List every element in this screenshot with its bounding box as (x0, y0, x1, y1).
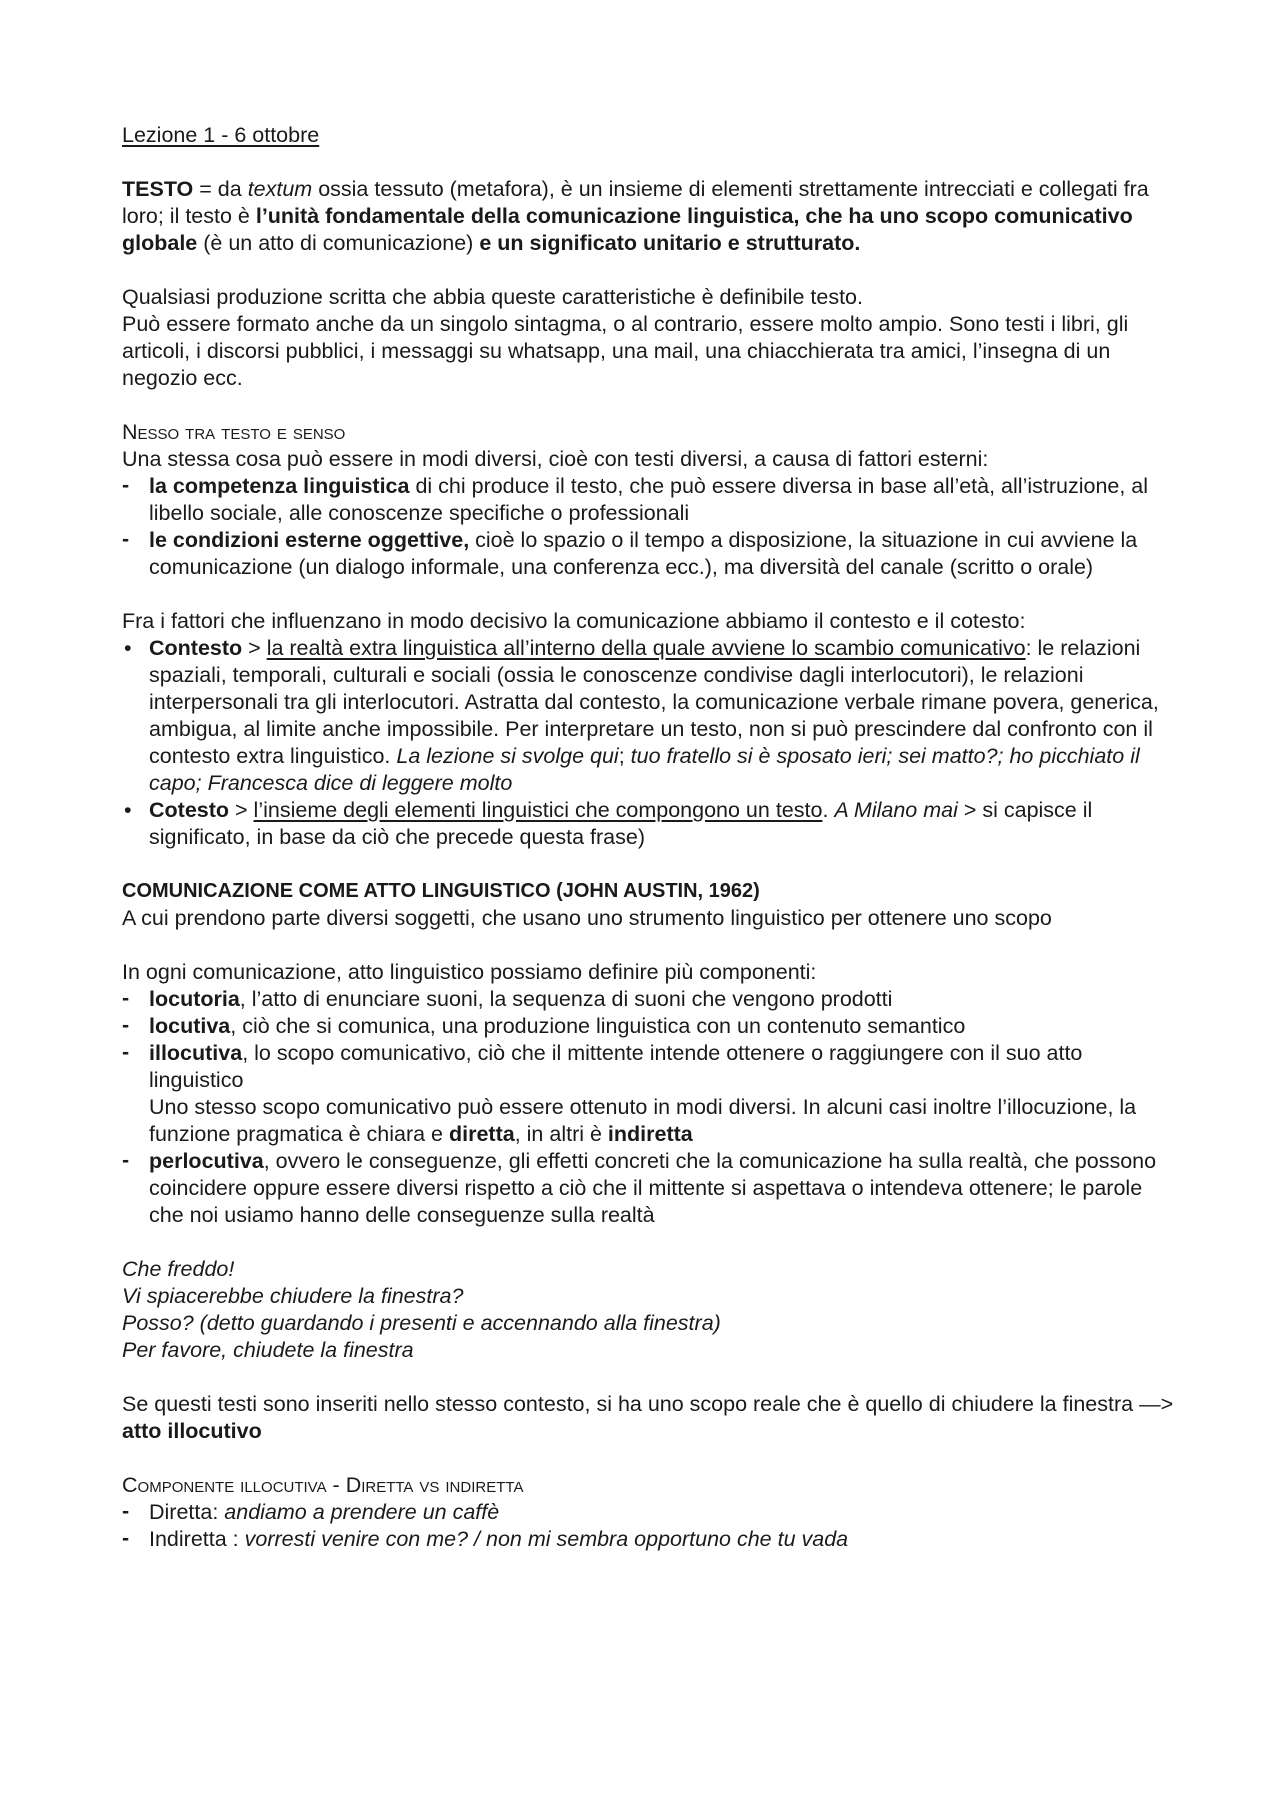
nesso-intro: Una stessa cosa può essere in modi diversi, cioè con testi diversi, a causa di fattori esterni: (122, 447, 989, 471)
fattori-intro: Fra i fattori che influenzano in modo decisivo la comunicazione abbiamo il contesto e il cotesto: (122, 609, 1026, 633)
example-line: Vi spiacerebbe chiudere la finestra? (122, 1284, 464, 1308)
definition-testo: TESTO = da textum ossia tessuto (metafora), è un insieme di elementi strettamente intrecciati e collegati fra loro; il testo è l’unità fondamentale della comunicazione linguistica, che ha uno scopo comunicativo globale (è un atto di comunicazione) e un significato unitario e strutturato. (122, 177, 1149, 255)
list-item-locutoria: - locutoria, l’atto di enunciare suoni, la sequenza di suoni che vengono prodotti (122, 986, 1180, 1013)
componenti-list (122, 986, 1180, 1229)
section-heading-austin: COMUNICAZIONE COME ATTO LINGUISTICO (JOHN AUSTIN, 1962) (122, 880, 760, 902)
list-item-diretta: - Diretta: andiamo a prendere un caffè (122, 1499, 1180, 1526)
paragraph-qualsiasi-2: Può essere formato anche da un singolo sintagma, o al contrario, essere molto ampio. Sono testi i libri, gli articoli, i discorsi pubblici, i messaggi su whatsapp, una mail, una chiacchierata tra amici, l’insegna di un negozio ecc. (122, 312, 1129, 390)
lesson-title: Lezione 1 - 6 ottobre (122, 123, 320, 147)
list-item: - la competenza linguistica di chi produce il testo, che può essere diversa in base all’età, all’istruzione, al libello sociale, alle conoscenze specifiche o professionali (122, 473, 1180, 527)
list-item-indiretta: - Indiretta : vorresti venire con me? / non mi sembra opportuno che tu vada (122, 1526, 1180, 1553)
example-line: Che freddo! (122, 1257, 235, 1281)
example-line: Posso? (detto guardando i presenti e accennando alla finestra) (122, 1311, 721, 1335)
term-testo: TESTO (122, 177, 194, 201)
paragraph-qualsiasi-1: Qualsiasi produzione scritta che abbia queste caratteristiche è definibile testo. (122, 285, 863, 309)
list-item-perlocutiva: - perlocutiva, ovvero le conseguenze, gli effetti concreti che la comunicazione ha sulla realtà, che possono coincidere oppure essere diversi rispetto a ciò che il mittente si aspettava o intendeva ottenere; le parole che noi usiamo hanno delle conseguenze sulla realtà (122, 1148, 1180, 1229)
componenti-intro: In ogni comunicazione, atto linguistico possiamo definire più componenti: (122, 960, 817, 984)
componente-illocutiva-list (122, 1499, 1180, 1553)
list-item: - le condizioni esterne oggettive, cioè lo spazio o il tempo a disposizione, la situazione in cui avviene la comunicazione (un dialogo informale, una conferenza ecc.), ma diversità del canale (scritto o orale) (122, 527, 1180, 581)
fattori-list (122, 635, 1180, 851)
list-item-contesto: • Contesto > la realtà extra linguistica all’interno della quale avviene lo scambio comunicativo: le relazioni spaziali, temporali, culturali e sociali (ossia le conoscenze condivise dagli interlocutori), le relazioni interpersonali tra gli interlocutori. Astratta dal contesto, la comunicazione verbale rimane povera, generica, ambigua, al limite anche impossibile. Per interpretare un testo, non si può prescindere dal confronto con il contesto extra linguistico. La lezione si svolge qui; tuo fratello si è sposato ieri; sei matto?; ho picchiato il capo; Francesca dice di leggere molto (122, 635, 1180, 797)
section-heading-nesso: Nesso tra testo e senso (122, 420, 346, 444)
austin-intro: A cui prendono parte diversi soggetti, che usano uno strumento linguistico per ottenere uno scopo (122, 906, 1052, 930)
list-item-locutiva: - locutiva, ciò che si comunica, una produzione linguistica con un contenuto semantico (122, 1013, 1180, 1040)
list-item-cotesto: • Cotesto > l’insieme degli elementi linguistici che compongono un testo. A Milano mai > si capisce il significato, in base da ciò che precede questa frase) (122, 797, 1180, 851)
example-line: Per favore, chiudete la finestra (122, 1338, 414, 1362)
list-item-illocutiva: - illocutiva, lo scopo comunicativo, ciò che il mittente intende ottenere o raggiungere con il suo atto linguistico Uno stesso scopo comunicativo può essere ottenuto in modi diversi. In alcuni casi inoltre l’illocuzione, la funzione pragmatica è chiara e diretta, in altri è indiretta (122, 1040, 1180, 1148)
section-heading-componente-illocutiva: Componente illocutiva - Diretta vs indiretta (122, 1473, 524, 1497)
nesso-list (122, 473, 1180, 581)
conclusion-paragraph: Se questi testi sono inseriti nello stesso contesto, si ha uno scopo reale che è quello di chiudere la finestra —> atto illocutivo (122, 1392, 1174, 1443)
